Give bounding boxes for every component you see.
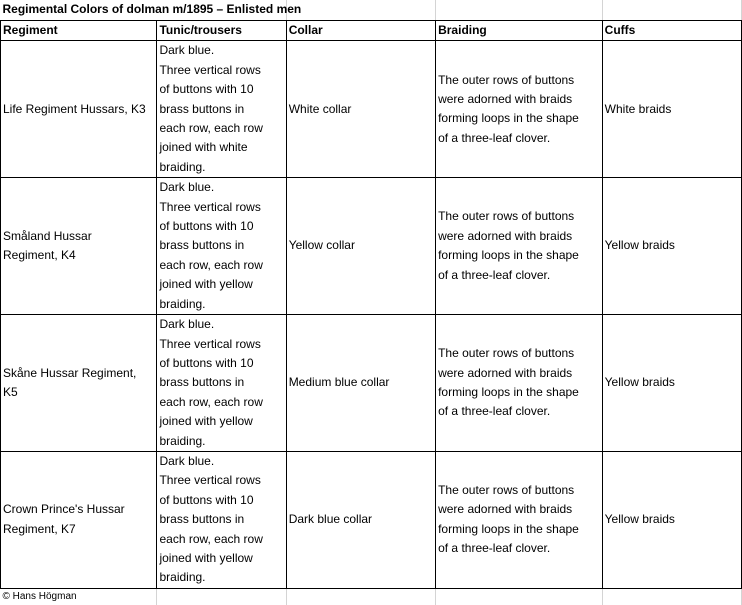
collar-cell[interactable]: Dark blue collar bbox=[286, 451, 435, 588]
column-header-braiding[interactable]: Braiding bbox=[436, 21, 603, 41]
cuffs-cell[interactable]: White braids bbox=[602, 41, 741, 178]
empty-cell[interactable] bbox=[286, 0, 435, 21]
regiment-cell[interactable]: Crown Prince's Hussar Regiment, K7 bbox=[1, 451, 157, 588]
regiment-cell[interactable]: Skåne Hussar Regiment, K5 bbox=[1, 315, 157, 452]
braiding-cell[interactable]: The outer rows of buttons were adorned with braids forming loops in the shape of a three-leaf clover. bbox=[436, 41, 603, 178]
collar-cell[interactable]: White collar bbox=[286, 41, 435, 178]
empty-cell[interactable] bbox=[602, 0, 741, 21]
braiding-cell[interactable]: The outer rows of buttons were adorned with braids forming loops in the shape of a three-leaf clover. bbox=[436, 178, 603, 315]
tunic-cell[interactable]: Dark blue. Three vertical rows of buttons with 10 brass buttons in each row, each row joined with white braiding. bbox=[157, 41, 286, 178]
cuffs-cell[interactable]: Yellow braids bbox=[602, 315, 741, 452]
column-header-collar[interactable]: Collar bbox=[286, 21, 435, 41]
tunic-cell[interactable]: Dark blue. Three vertical rows of buttons with 10 brass buttons in each row, each row joined with yellow braiding. bbox=[157, 178, 286, 315]
table-title[interactable]: Regimental Colors of dolman m/1895 – Enlisted men bbox=[1, 0, 287, 21]
braiding-cell[interactable]: The outer rows of buttons were adorned with braids forming loops in the shape of a three-leaf clover. bbox=[436, 451, 603, 588]
table-row bbox=[1, 41, 742, 178]
copyright-note[interactable]: © Hans Högman bbox=[1, 588, 157, 605]
empty-cell[interactable] bbox=[436, 0, 603, 21]
table-row bbox=[1, 451, 742, 588]
collar-cell[interactable]: Yellow collar bbox=[286, 178, 435, 315]
column-header-regiment[interactable]: Regiment bbox=[1, 21, 157, 41]
braiding-cell[interactable]: The outer rows of buttons were adorned with braids forming loops in the shape of a three-leaf clover. bbox=[436, 315, 603, 452]
tunic-cell[interactable]: Dark blue. Three vertical rows of buttons with 10 brass buttons in each row, each row joined with yellow braiding. bbox=[157, 315, 286, 452]
regiment-cell[interactable]: Life Regiment Hussars, K3 bbox=[1, 41, 157, 178]
cuffs-cell[interactable]: Yellow braids bbox=[602, 451, 741, 588]
collar-cell[interactable]: Medium blue collar bbox=[286, 315, 435, 452]
column-header-cuffs[interactable]: Cuffs bbox=[602, 21, 741, 41]
header-row bbox=[1, 21, 742, 41]
cuffs-cell[interactable]: Yellow braids bbox=[602, 178, 741, 315]
table-row bbox=[1, 315, 742, 452]
title-row bbox=[1, 0, 742, 21]
regiment-cell[interactable]: Småland Hussar Regiment, K4 bbox=[1, 178, 157, 315]
table-row bbox=[1, 178, 742, 315]
tunic-cell[interactable]: Dark blue. Three vertical rows of buttons with 10 brass buttons in each row, each row joined with yellow braiding. bbox=[157, 451, 286, 588]
column-header-tunic[interactable]: Tunic/trousers bbox=[157, 21, 286, 41]
